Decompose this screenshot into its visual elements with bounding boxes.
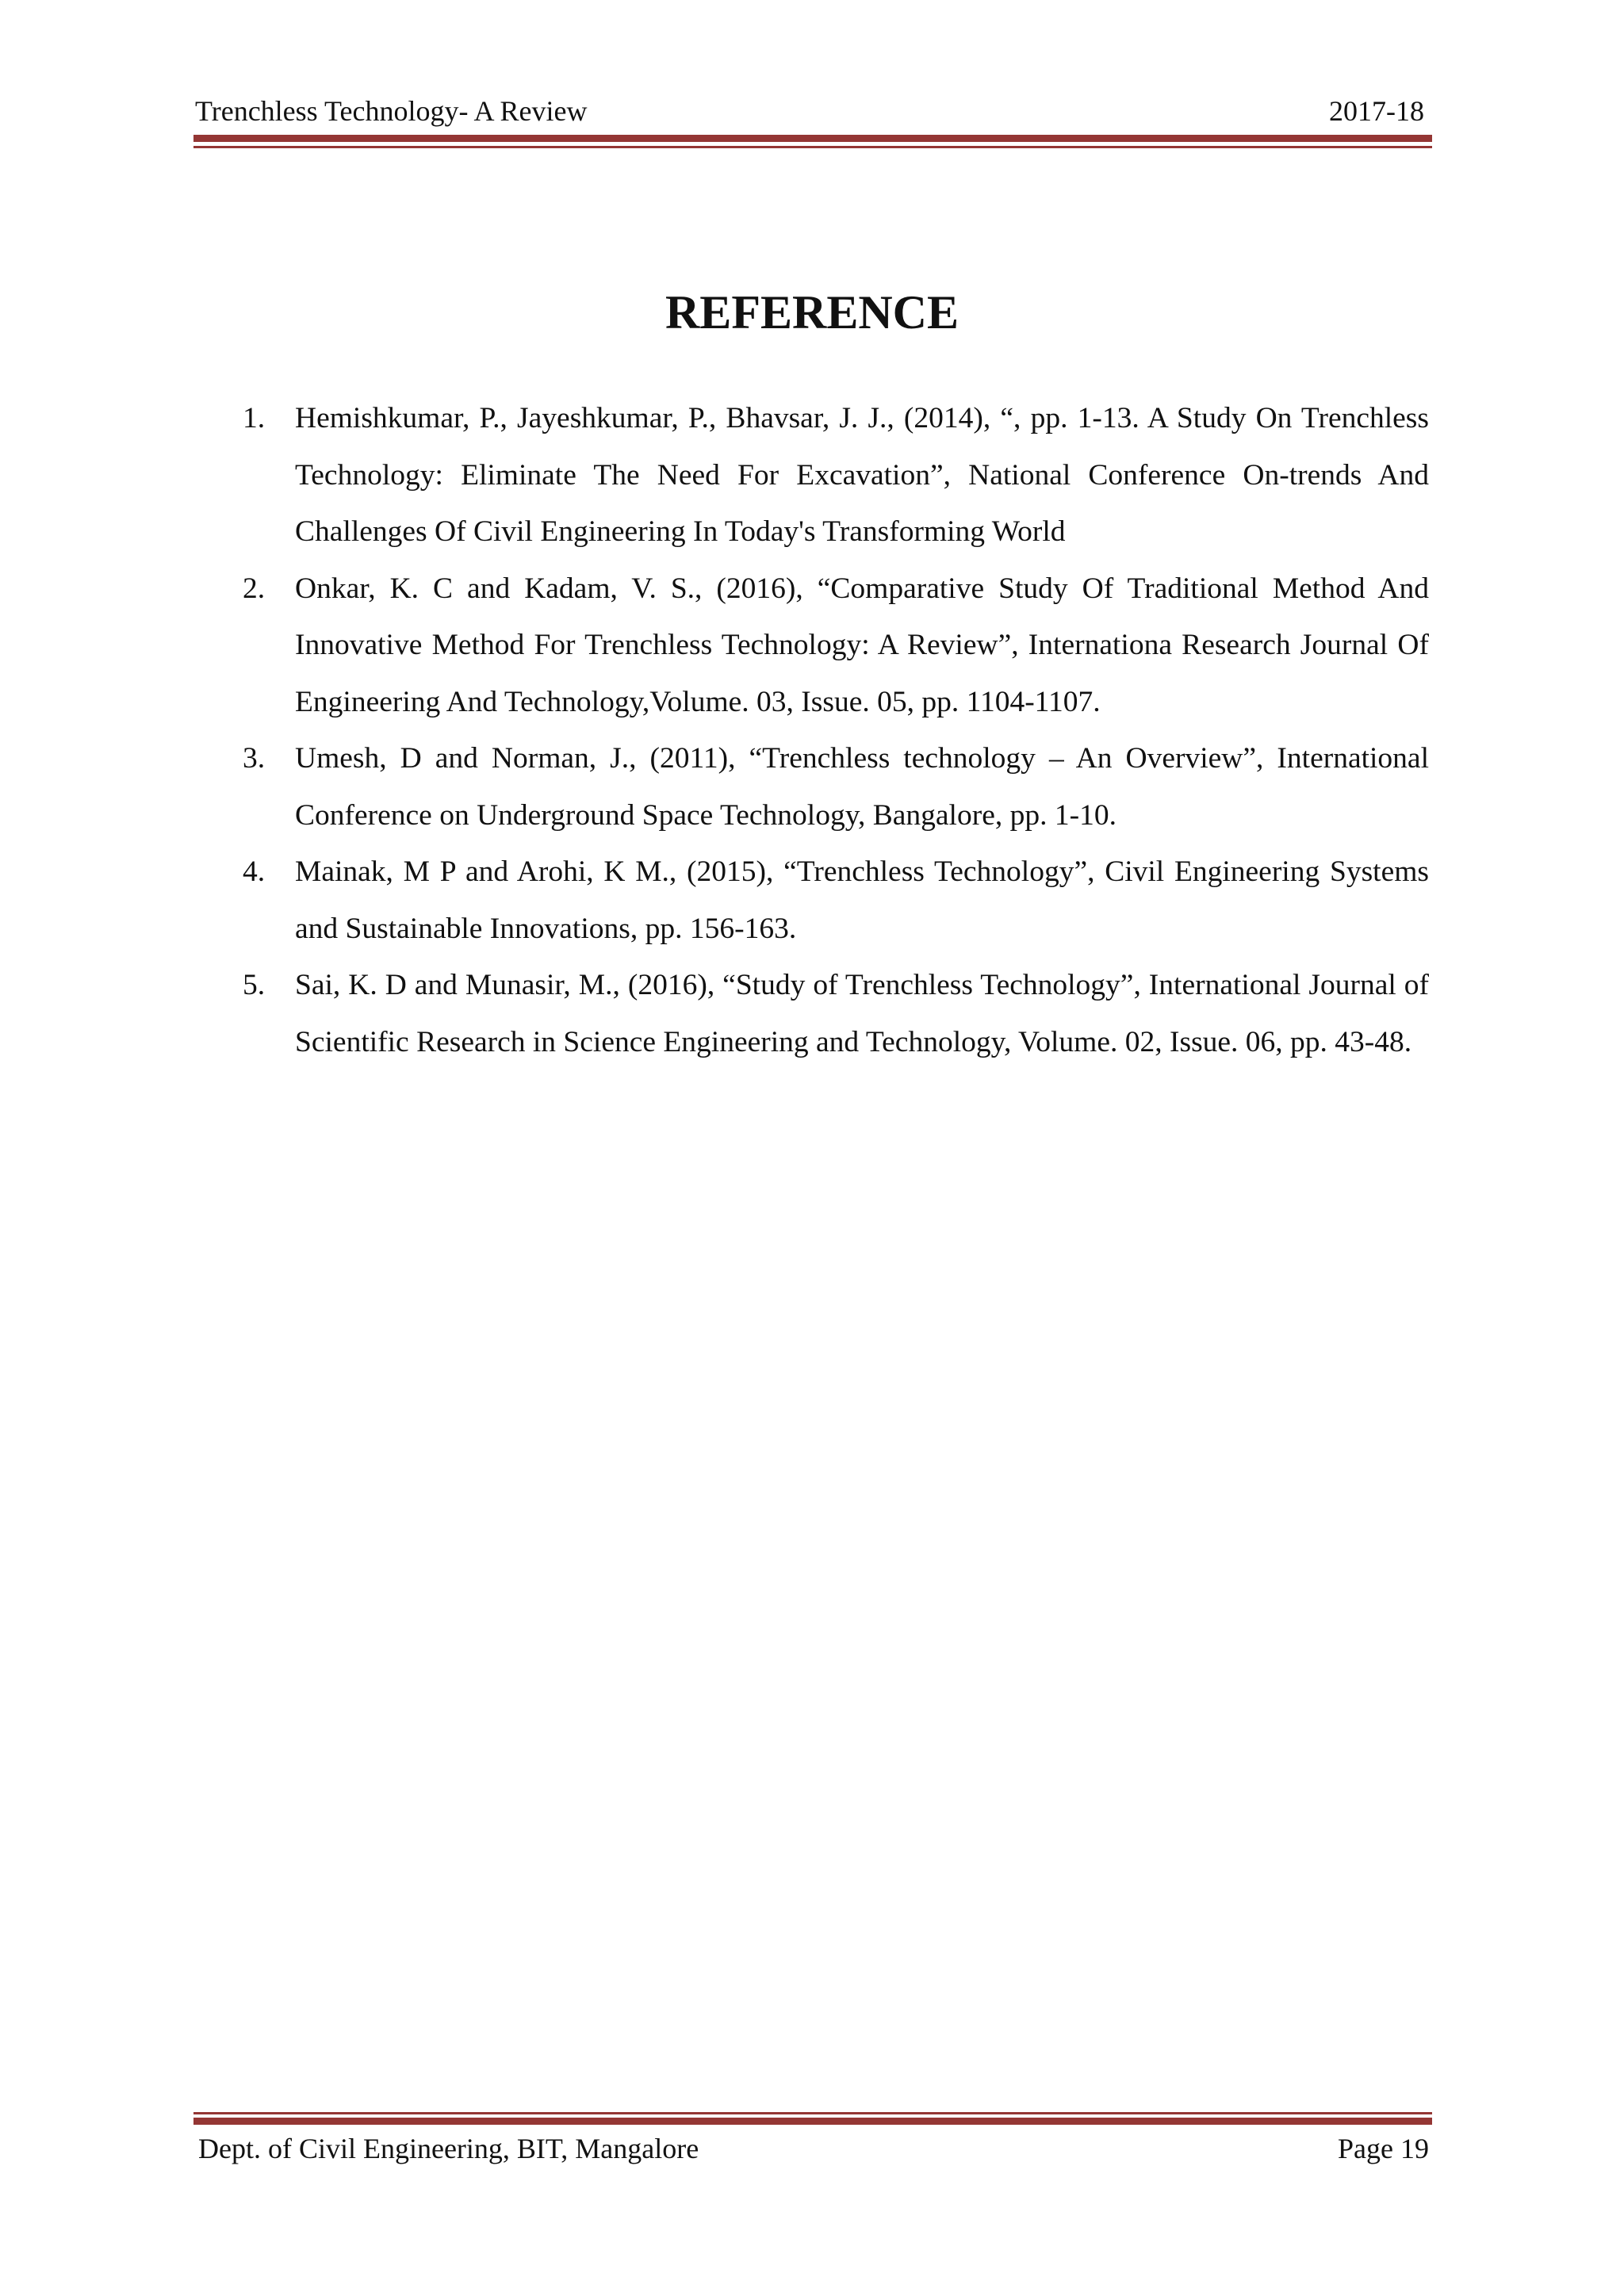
footer-rule-thick <box>193 2118 1432 2125</box>
page-footer <box>193 2131 1432 2166</box>
reference-item <box>243 730 1429 844</box>
reference-item <box>243 957 1429 1070</box>
header-rule-thin <box>193 146 1432 148</box>
reference-text: Mainak, M P and Arohi, K M., (2015), “Trenchless Technology”, Civil Engineering Systems and Sustainable Innovations, pp. 156-163. <box>295 855 1429 945</box>
reference-text: Umesh, D and Norman, J., (2011), “Trenchless technology – An Overview”, International Conference on Underground Space Technology, Bangalore, pp. 1-10. <box>295 742 1429 832</box>
academic-year: 2017-18 <box>1329 95 1424 127</box>
page-title: REFERENCE <box>665 286 959 339</box>
reference-number: 5. <box>243 969 266 1001</box>
department-name: Dept. of Civil Engineering, BIT, Mangalore <box>198 2133 699 2164</box>
header-rule-thick <box>193 135 1432 142</box>
reference-item <box>243 561 1429 731</box>
reference-text: Sai, K. D and Munasir, M., (2016), “Study of Trenchless Technology”, International Journal of Scientific Research in Science Engineering and Technology, Volume. 02, Issue. 06, pp. 43-48. <box>295 969 1429 1058</box>
reference-number: 1. <box>243 402 266 434</box>
reference-number: 4. <box>243 855 266 888</box>
reference-list <box>243 390 1429 1070</box>
reference-item <box>243 844 1429 957</box>
footer-rule-thin <box>193 2112 1432 2114</box>
reference-text: Onkar, K. C and Kadam, V. S., (2016), “Comparative Study Of Traditional Method And Innovative Method For Trenchless Technology: A Review”, Internationa Research Journal Of Engineering And Technology,Volume. 03, Issue. 05, pp. 1104-1107. <box>295 572 1429 718</box>
reference-number: 2. <box>243 572 266 605</box>
page-number: Page 19 <box>1338 2133 1429 2164</box>
page-header <box>193 94 1432 128</box>
reference-number: 3. <box>243 742 266 775</box>
reference-item <box>243 390 1429 561</box>
reference-text: Hemishkumar, P., Jayeshkumar, P., Bhavsar, J. J., (2014), “, pp. 1-13. A Study On Trenchless Technology: Eliminate The Need For Excavation”, National Conference On-trends And Challenges Of Civil Engineering In Today's Transforming World <box>295 402 1429 548</box>
running-title: Trenchless Technology- A Review <box>195 95 588 127</box>
